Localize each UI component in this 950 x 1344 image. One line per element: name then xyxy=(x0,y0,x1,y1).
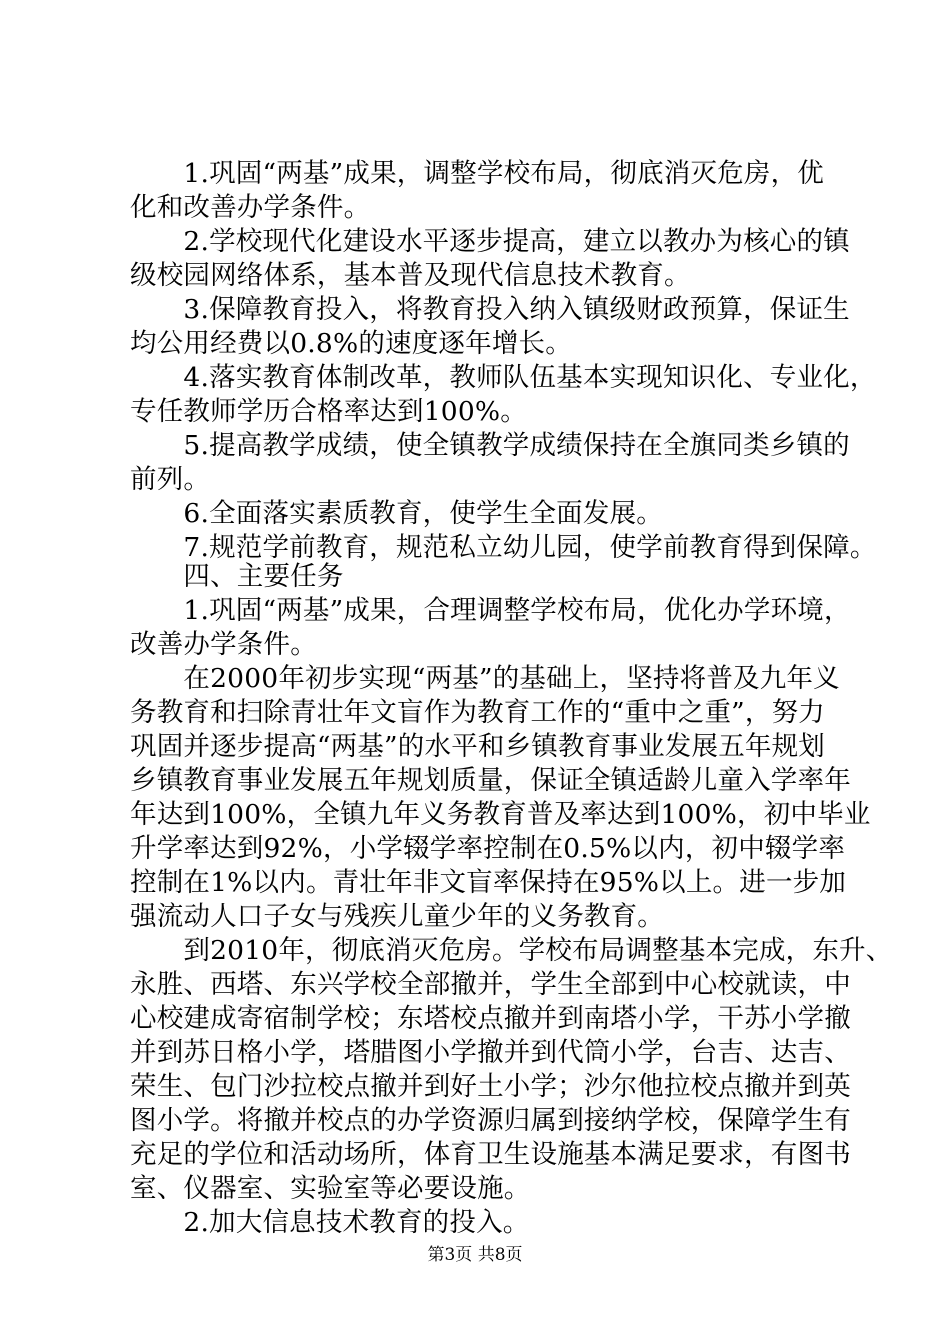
text-line: 控制在1%以内。青壮年非文盲率保持在95%以上。进一步加 xyxy=(130,867,847,898)
text-line: 到2010年，彻底消灭危房。学校布局调整基本完成，东升、 xyxy=(130,935,893,966)
text-line: 充足的学位和活动场所，体育卫生设施基本满足要求，有图书 xyxy=(130,1139,851,1170)
text-line: 室、仪器室、实验室等必要设施。 xyxy=(130,1173,531,1204)
text-line: 巩固并逐步提高“两基”的水平和乡镇教育事业发展五年规划 xyxy=(130,731,825,762)
text-line: 2.加大信息技术教育的投入。 xyxy=(130,1207,530,1238)
text-line: 荣生、包门沙拉校点撤并到好土小学；沙尔他拉校点撤并到英 xyxy=(130,1071,851,1102)
text-line: 心校建成寄宿制学校；东塔校点撤并到南塔小学，干苏小学撤 xyxy=(130,1003,851,1034)
text-line: 均公用经费以0.8%的速度逐年增长。 xyxy=(130,328,572,359)
text-line: 务教育和扫除青壮年文盲作为教育工作的“重中之重”，努力 xyxy=(130,697,825,728)
text-line: 乡镇教育事业发展五年规划质量，保证全镇适龄儿童入学率年 xyxy=(130,765,851,796)
text-line: 7.规范学前教育，规范私立幼儿园，使学前教育得到保障。 xyxy=(130,532,877,563)
text-line: 并到苏日格小学，塔腊图小学撤并到代筒小学，台吉、达吉、 xyxy=(130,1037,851,1068)
text-line: 强流动人口子女与残疾儿童少年的义务教育。 xyxy=(130,901,664,932)
text-line: 图小学。将撤并校点的办学资源归属到接纳学校，保障学生有 xyxy=(130,1105,851,1136)
section-heading: 四、主要任务 xyxy=(130,561,344,592)
text-line: 级校园网络体系，基本普及现代信息技术教育。 xyxy=(130,260,691,291)
text-line: 改善办学条件。 xyxy=(130,629,317,660)
text-line: 2.学校现代化建设水平逐步提高，建立以教办为核心的镇 xyxy=(130,226,850,257)
text-line: 化和改善办学条件。 xyxy=(130,192,371,223)
page-footer: 第3页 共8页 xyxy=(427,1245,523,1265)
text-line: 3.保障教育投入，将教育投入纳入镇级财政预算，保证生 xyxy=(130,294,850,325)
text-line: 在2000年初步实现“两基”的基础上，坚持将普及九年义 xyxy=(130,663,840,694)
text-line: 前列。 xyxy=(130,464,211,495)
text-line: 升学率达到92%，小学辍学率控制在0.5%以内，初中辍学率 xyxy=(130,833,846,864)
text-line: 5.提高教学成绩，使全镇教学成绩保持在全旗同类乡镇的 xyxy=(130,430,850,461)
text-line: 1.巩固“两基”成果，合理调整学校布局，优化办学环境， xyxy=(130,595,851,626)
text-line: 4.落实教育体制改革，教师队伍基本实现知识化、专业化， xyxy=(130,362,877,393)
text-line: 1.巩固“两基”成果，调整学校布局，彻底消灭危房，优 xyxy=(130,158,824,189)
text-line: 永胜、西塔、东兴学校全部撤并，学生全部到中心校就读，中 xyxy=(130,969,851,1000)
text-line: 6.全面落实素质教育，使学生全面发展。 xyxy=(130,498,663,529)
text-line: 专任教师学历合格率达到100%。 xyxy=(130,396,527,427)
text-line: 年达到100%，全镇九年义务教育普及率达到100%，初中毕业 xyxy=(130,799,871,830)
